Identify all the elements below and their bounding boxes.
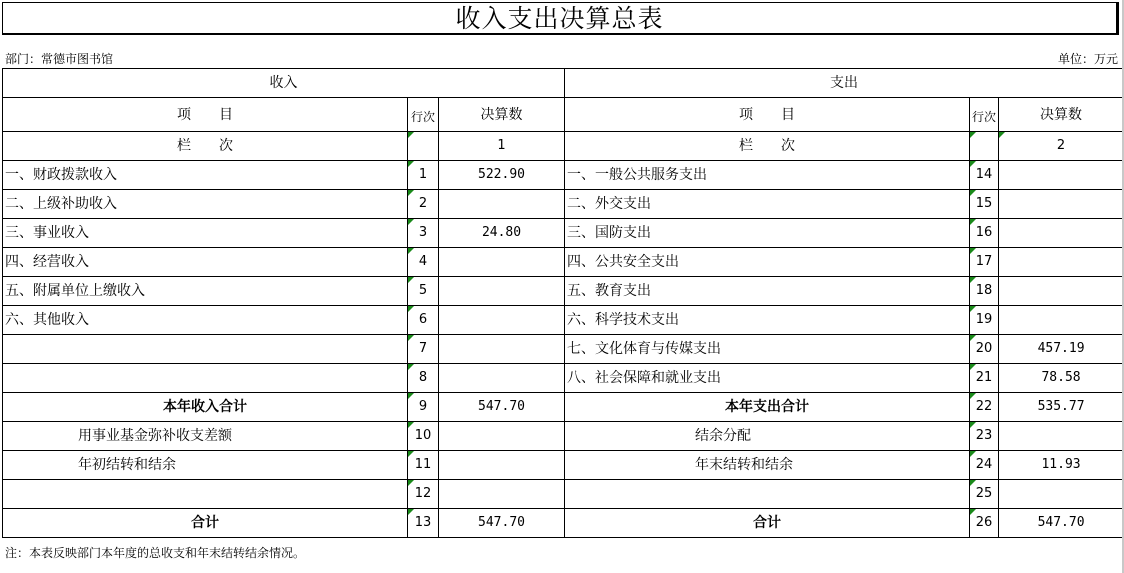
expense-row-number: 14 [970, 161, 999, 190]
expense-section-header: 支出 [565, 69, 1124, 98]
expense-item [565, 480, 970, 509]
expense-row-number: 24 [970, 451, 999, 480]
expense-amount [999, 306, 1124, 335]
income-column-number: 1 [439, 132, 565, 161]
income-row-number: 12 [408, 480, 439, 509]
income-amount [439, 422, 565, 451]
column-index-row [3, 132, 1124, 161]
income-amount [439, 248, 565, 277]
income-item-header: 项 目 [3, 98, 408, 132]
income-row-number: 6 [408, 306, 439, 335]
income-item: 二、上级补助收入 [3, 190, 408, 219]
income-item [3, 335, 408, 364]
expense-total-label: 合计 [565, 509, 970, 538]
expense-amount [999, 277, 1124, 306]
expense-amount [999, 219, 1124, 248]
income-amount: 24.80 [439, 219, 565, 248]
expense-amount [999, 161, 1124, 190]
income-column-blank [408, 132, 439, 161]
table-row [3, 480, 1124, 509]
expense-item-header: 项 目 [565, 98, 970, 132]
expense-amount: 457.19 [999, 335, 1124, 364]
income-subtotal-label: 本年收入合计 [3, 393, 408, 422]
unit-label: 单位：万元 [1057, 52, 1118, 66]
income-row-number: 7 [408, 335, 439, 364]
expense-row-number: 20 [970, 335, 999, 364]
income-amount [439, 364, 565, 393]
income-expense-table [2, 68, 1124, 538]
table-row [3, 364, 1124, 393]
income-amount [439, 277, 565, 306]
expense-row-number: 25 [970, 480, 999, 509]
income-row-number: 2 [408, 190, 439, 219]
table-row [3, 277, 1124, 306]
table-row [3, 248, 1124, 277]
expense-column-blank [970, 132, 999, 161]
income-amount [439, 480, 565, 509]
income-row-number: 5 [408, 277, 439, 306]
expense-item: 结余分配 [565, 422, 970, 451]
footnote: 注：本表反映部门本年度的总收支和年末结转结余情况。 [5, 546, 306, 560]
income-rownum-header: 行次 [408, 98, 439, 132]
income-item: 五、附属单位上缴收入 [3, 277, 408, 306]
income-row-number: 13 [408, 509, 439, 538]
expense-item: 一、一般公共服务支出 [565, 161, 970, 190]
expense-amount: 78.58 [999, 364, 1124, 393]
income-item: 年初结转和结余 [3, 451, 408, 480]
expense-subtotal-label: 本年支出合计 [565, 393, 970, 422]
subtotal-row [3, 393, 1124, 422]
table-row [3, 190, 1124, 219]
income-amount [439, 306, 565, 335]
income-subtotal-amount: 547.70 [439, 393, 565, 422]
expense-amount [999, 422, 1124, 451]
table-row [3, 335, 1124, 364]
income-amount [439, 451, 565, 480]
expense-item: 年末结转和结余 [565, 451, 970, 480]
income-amount [439, 190, 565, 219]
table-row [3, 306, 1124, 335]
income-row-number: 1 [408, 161, 439, 190]
expense-column-number: 2 [999, 132, 1124, 161]
income-row-number: 4 [408, 248, 439, 277]
expense-item: 三、国防支出 [565, 219, 970, 248]
expense-amount [999, 480, 1124, 509]
income-column-label: 栏 次 [3, 132, 408, 161]
expense-row-number: 18 [970, 277, 999, 306]
income-item [3, 480, 408, 509]
income-amount-header: 决算数 [439, 98, 565, 132]
income-row-number: 3 [408, 219, 439, 248]
expense-amount [999, 248, 1124, 277]
table-row [3, 451, 1124, 480]
expense-item: 四、公共安全支出 [565, 248, 970, 277]
total-row [3, 509, 1124, 538]
column-header-row [3, 98, 1124, 132]
income-item [3, 364, 408, 393]
income-total-amount: 547.70 [439, 509, 565, 538]
expense-row-number: 23 [970, 422, 999, 451]
expense-amount [999, 190, 1124, 219]
expense-amount: 11.93 [999, 451, 1124, 480]
income-item: 一、财政拨款收入 [3, 161, 408, 190]
income-row-number: 8 [408, 364, 439, 393]
income-total-label: 合计 [3, 509, 408, 538]
expense-row-number: 21 [970, 364, 999, 393]
table-row [3, 219, 1124, 248]
expense-row-number: 17 [970, 248, 999, 277]
table-row [3, 422, 1124, 451]
expense-column-label: 栏 次 [565, 132, 970, 161]
expense-item: 七、文化体育与传媒支出 [565, 335, 970, 364]
expense-row-number: 19 [970, 306, 999, 335]
expense-item: 八、社会保障和就业支出 [565, 364, 970, 393]
expense-row-number: 15 [970, 190, 999, 219]
table-row [3, 161, 1124, 190]
report-title: 收入支出决算总表 [2, 2, 1119, 35]
expense-total-amount: 547.70 [999, 509, 1124, 538]
income-amount [439, 335, 565, 364]
income-row-number: 11 [408, 451, 439, 480]
department-label: 部门：常德市图书馆 [5, 52, 114, 66]
income-item: 三、事业收入 [3, 219, 408, 248]
income-item: 用事业基金弥补收支差额 [3, 422, 408, 451]
income-row-number: 9 [408, 393, 439, 422]
income-item: 四、经营收入 [3, 248, 408, 277]
income-section-header: 收入 [3, 69, 565, 98]
income-item: 六、其他收入 [3, 306, 408, 335]
income-row-number: 10 [408, 422, 439, 451]
expense-row-number: 16 [970, 219, 999, 248]
section-header-row [3, 69, 1124, 98]
expense-item: 六、科学技术支出 [565, 306, 970, 335]
expense-item: 五、教育支出 [565, 277, 970, 306]
expense-row-number: 22 [970, 393, 999, 422]
expense-row-number: 26 [970, 509, 999, 538]
expense-subtotal-amount: 535.77 [999, 393, 1124, 422]
expense-rownum-header: 行次 [970, 98, 999, 132]
income-amount: 522.90 [439, 161, 565, 190]
expense-amount-header: 决算数 [999, 98, 1124, 132]
expense-item: 二、外交支出 [565, 190, 970, 219]
